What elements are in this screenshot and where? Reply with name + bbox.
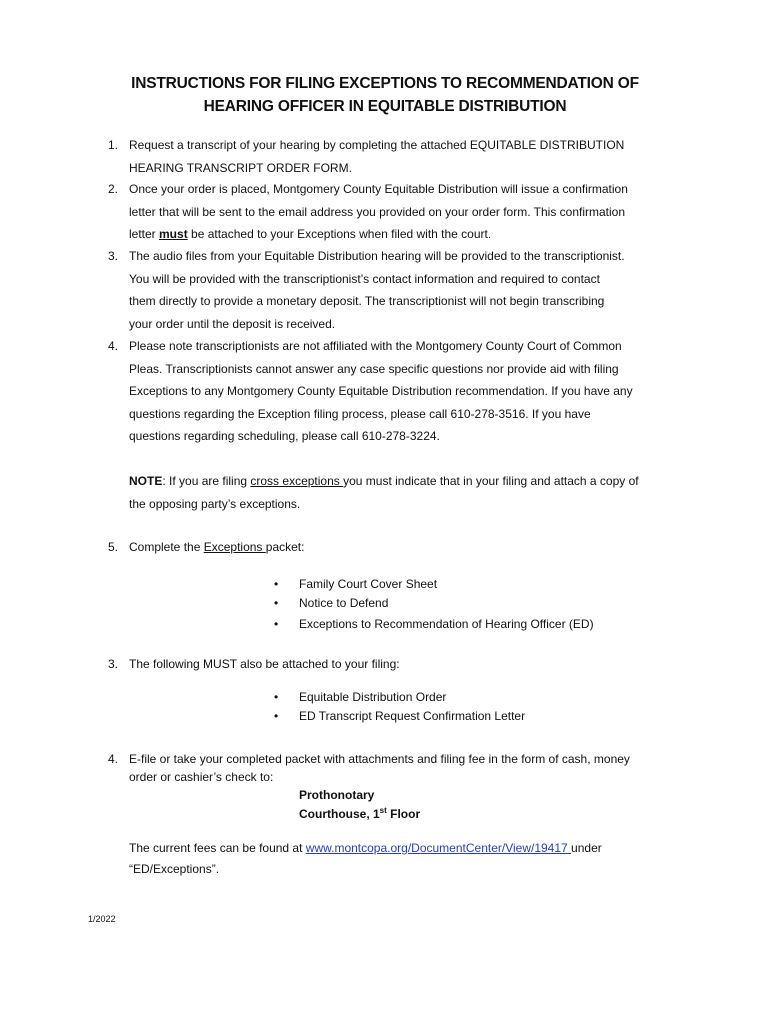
bullet-icon: • [274, 617, 279, 631]
item-text [129, 134, 674, 179]
fees-document-link[interactable]: www.montcopa.org/DocumentCenter/View/19417 [305, 841, 572, 855]
list-item-text: Family Court Cover Sheet [299, 577, 438, 591]
ordinal-suffix: st [379, 806, 387, 815]
title-line-1: INSTRUCTIONS FOR FILING EXCEPTIONS TO RECOMMENDATION OF [131, 75, 639, 92]
list-item [274, 594, 634, 613]
note-text-segment: you must indicate that in your filing and attach a copy of [343, 474, 639, 488]
cross-exceptions-underline: cross exceptions [250, 474, 344, 488]
fees-text-segment: under [571, 841, 602, 855]
item-text: The following MUST also be attached to your filing: [129, 657, 400, 671]
item-line: Pleas. Transcriptionists cannot answer any case specific questions nor provide aid with filing [129, 361, 619, 376]
list-item-text: Equitable Distribution Order [299, 690, 447, 704]
list-item-text: Notice to Defend [299, 596, 389, 610]
emphasis-must: must [159, 227, 188, 241]
fees-paragraph [129, 838, 674, 880]
item-text-segment: Complete the [129, 540, 204, 554]
item-text [129, 245, 674, 335]
item-text-segment: packet: [265, 540, 305, 554]
item-line: letter that will be sent to the email address you provided on your order form. This confirmation [129, 204, 626, 219]
bullet-icon: • [274, 577, 279, 591]
item-line: questions regarding scheduling, please call 610-278-3224. [129, 429, 440, 443]
item-line: them directly to provide a monetary deposit. The transcriptionist will not begin transcribing [129, 294, 605, 308]
title-line-2: HEARING OFFICER IN EQUITABLE DISTRIBUTION [203, 98, 567, 115]
item-number: 5. [108, 540, 119, 554]
item-text [129, 178, 674, 246]
item-line: your order until the deposit is received. [129, 316, 336, 331]
item-line: The audio files from your Equitable Distribution hearing will be provided to the transcriptionist. [129, 249, 625, 263]
bullet-icon: • [274, 690, 279, 704]
list-item-text: ED Transcript Request Confirmation Letter [299, 709, 526, 723]
exceptions-underline: Exceptions [203, 540, 266, 554]
item-line: order or cashier’s check to: [129, 770, 274, 784]
item-text-segment: be attached to your Exceptions when filed with the court. [187, 227, 492, 241]
item-number: 3. [108, 249, 119, 263]
list-item [274, 615, 634, 634]
packet-bullet-list [274, 575, 634, 634]
note-paragraph [129, 470, 674, 515]
item-line: questions regarding the Exception filing process, please call 610-278-3516. If you have [129, 406, 591, 421]
item-text [129, 335, 674, 448]
list-item [274, 707, 634, 726]
revision-date: 1/2022 [88, 914, 116, 924]
attachments-bullet-list [274, 688, 634, 726]
fees-text-segment: The current fees can be found at [129, 841, 306, 855]
item-number: 4. [108, 339, 119, 353]
fees-line [129, 838, 674, 859]
list-item-text: Exceptions to Recommendation of Hearing Officer (ED) [299, 617, 594, 631]
note-line [129, 470, 674, 493]
item-number: 1. [108, 138, 119, 152]
fees-line: “ED/Exceptions”. [129, 862, 220, 876]
item-line: Once your order is placed, Montgomery County Equitable Distribution will issue a confirmation [129, 182, 628, 196]
item-number: 2. [108, 182, 119, 196]
item-line [129, 223, 674, 246]
office-location [299, 805, 420, 824]
address-text-segment: Floor [386, 807, 421, 821]
item-line: Please note transcriptionists are not affiliated with the Montgomery County Court of Common [129, 339, 622, 353]
page-title [0, 72, 770, 118]
item-number: 3. [108, 657, 119, 671]
note-label: NOTE [129, 474, 163, 488]
list-item [274, 575, 634, 594]
item-text [129, 536, 674, 559]
note-text-segment: : If you are filing [162, 474, 251, 488]
item-line: E-file or take your completed packet with attachments and filing fee in the form of cash, money [129, 752, 630, 766]
list-item [274, 688, 634, 707]
filing-office-address [299, 786, 420, 824]
office-name: Prothonotary [299, 788, 375, 802]
item-line: Exceptions to any Montgomery County Equitable Distribution recommendation. If you have any [129, 384, 633, 398]
address-text-segment: Courthouse, 1 [299, 807, 380, 821]
item-line: You will be provided with the transcriptionist’s contact information and required to contact [129, 271, 600, 286]
note-line: the opposing party’s exceptions. [129, 496, 301, 511]
item-text-segment: letter [129, 227, 160, 241]
item-number: 4. [108, 752, 119, 766]
bullet-icon: • [274, 596, 279, 610]
bullet-icon: • [274, 709, 279, 723]
item-text [129, 750, 674, 786]
item-line: HEARING TRANSCRIPT ORDER FORM. [129, 160, 352, 175]
item-line: Request a transcript of your hearing by completing the attached EQUITABLE DISTRIBUTION [129, 138, 625, 152]
